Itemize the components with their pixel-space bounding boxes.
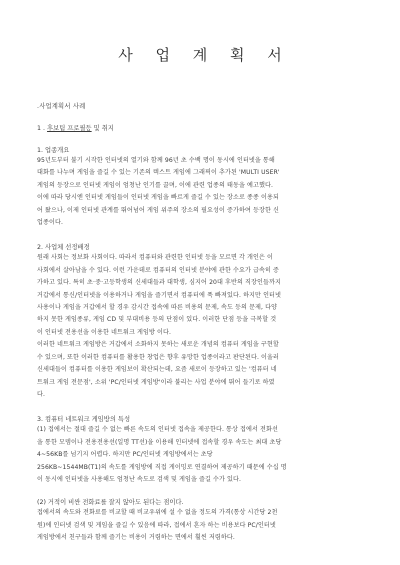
- paragraph-line: 4~56KB를 넘기지 어렵다. 하지만 PC/인터넷 게임방에서는 초당: [37, 451, 213, 459]
- paragraph-line: 신세대들이 컴퓨터를 이용한 게임보이 확산되는데, 요즘 새로이 등장하고 있는 '컴퓨터 네: [37, 366, 277, 374]
- block-heading: 3. 컴퓨터 네트워크 게임방의 특성: [37, 416, 131, 424]
- block-paragraph: [37, 252, 364, 401]
- section-number: 1 .: [37, 125, 46, 132]
- block-heading: 1. 업종개요: [37, 147, 70, 154]
- paragraph-line: 하지 못한 게임종류, 게임 CD 및 부대비용 등의 단점이 있다. 이러한 단점 등을 극복할 것: [37, 316, 277, 324]
- block-paragraph: [37, 155, 364, 229]
- paragraph-line: 거갑에서 통신/인터넷을 이용하거나 게임을 즐기면서 컴퓨터에 푹 빠져있다. 하지만 인터넷: [37, 291, 282, 299]
- section-heading-rest: 및 취지: [91, 125, 114, 132]
- paragraph-line: 대화를 나누며 게임을 즐길 수 있는 기존의 텍스트 게임에 그래픽이 추가된 'MULTI USER': [37, 169, 280, 177]
- block-paragraph: [37, 424, 364, 486]
- content-blocks: [37, 145, 364, 545]
- paragraph-line: 어 왔으나, 이제 인터넷 관계를 뛰어넘어 게임 위주의 장소의 필요성이 증가하여 등장한 신: [37, 206, 279, 214]
- paragraph-line: 사회에서 살아남을 수 있다. 이런 가운데로 컴퓨터의 인터넷 분야에 관한 수요가 급속히 증: [37, 266, 279, 274]
- paragraph-line: 원래 사회는 정보화 사회이다. 따라서 컴퓨터와 관련한 인터넷 등을 모르면 각 개인은 이: [37, 254, 274, 262]
- paragraph-line: 수 있으며, 또한 이러한 컴퓨터를 활용한 창업은 향후 유망한 업종이라고 판단된다. 이울러: [37, 353, 279, 361]
- paragraph-line: 이 인터넷 전용선을 이용한 네트워크 게임방 이다.: [37, 328, 171, 336]
- paragraph-line: 95년도부터 불기 시작한 인터넷의 열기와 함께 96년 초 수백 명이 동시에 인터넷을 통해: [37, 157, 275, 164]
- paragraph-line: 다.: [37, 390, 46, 398]
- paragraph-line: 사용이나 게임을 거갑에서 할 경우 감시간 접속에 따른 비용의 문제, 속도 등의 문제, 다양: [37, 304, 278, 312]
- paragraph-line: 이러한 네트워크 게임방은 거갑에서 소화하지 못하는 새로운 개념의 컴퓨터 게임을 구현할: [37, 341, 279, 349]
- paragraph-line: 업종이다.: [37, 219, 63, 227]
- paragraph-line: 이에 따라 당시엔 인터넷 게임들이 인터넷 게임을 빠르게 즐길 수 있는 장소로 종종 이용되: [37, 194, 279, 202]
- block-heading: 2. 사업체 선정배경: [37, 244, 90, 252]
- block-paragraph: [37, 507, 364, 544]
- paragraph-line: 원)에 인터넷 검색 및 게임을 즐길 수 있음에 따라, 접에서 혼자 하는 비용보다 PC/인터넷: [37, 521, 276, 529]
- document-subtitle: .사업계획서 사례: [37, 103, 86, 110]
- paragraph-line: 게임의 등장으로 인터넷 게임이 엄청난 인기를 끌며, 이에 관련 업종의 태동을 예고했다.: [37, 181, 274, 189]
- paragraph-line: 접에서의 속도와 전화료를 비교할 때 비교우위에 설 수 없을 정도의 가격(통상 시간당 2천: [37, 509, 278, 517]
- paragraph-line: (1) 접에서는 절대 즐길 수 없는 빠른 속도의 인터넷 접속을 제공한다. 통상 접에서 전화선: [37, 426, 278, 434]
- section-heading-underlined: 후보팀 프로필등: [47, 125, 92, 132]
- paragraph-line: 가하고 있다. 특히 초·중·고등학생의 신세대들과 대학생, 심지어 20대 후반의 직장인들까지: [37, 279, 281, 287]
- section-heading: [37, 123, 364, 132]
- block-heading: (2) 거적이 비싼 전화료를 잘지 않아도 된다는 점이다.: [37, 499, 184, 507]
- paragraph-line: 트워크 게임 전문점', 소위 'PC/인터넷 게임방'이라 불리는 사업 분야에 뛰어 들기로 하였: [37, 378, 275, 386]
- document-title: 사 업 계 획 서: [118, 46, 291, 64]
- paragraph-line: 256KB~1544MB(T1)의 속도를 게임방에 직접 게이밍로 연결하여 제공하기 때문에 수십 명: [37, 463, 287, 471]
- paragraph-line: 게임방에서 친구들과 함께 즐기는 비용이 거렴하는 면에서 훨씬 저렴하다.: [37, 534, 235, 542]
- paragraph-line: 이 동시에 인터넷을 사용해도 엄청난 속도로 검색 및 게임을 즐길 수가 있다.: [37, 475, 242, 483]
- paragraph-line: 을 통한 모뎀이나 전용전용선(일명 TT선)을 이용해 인터넷에 접속할 경우 속도는 최대 초당: [37, 438, 282, 446]
